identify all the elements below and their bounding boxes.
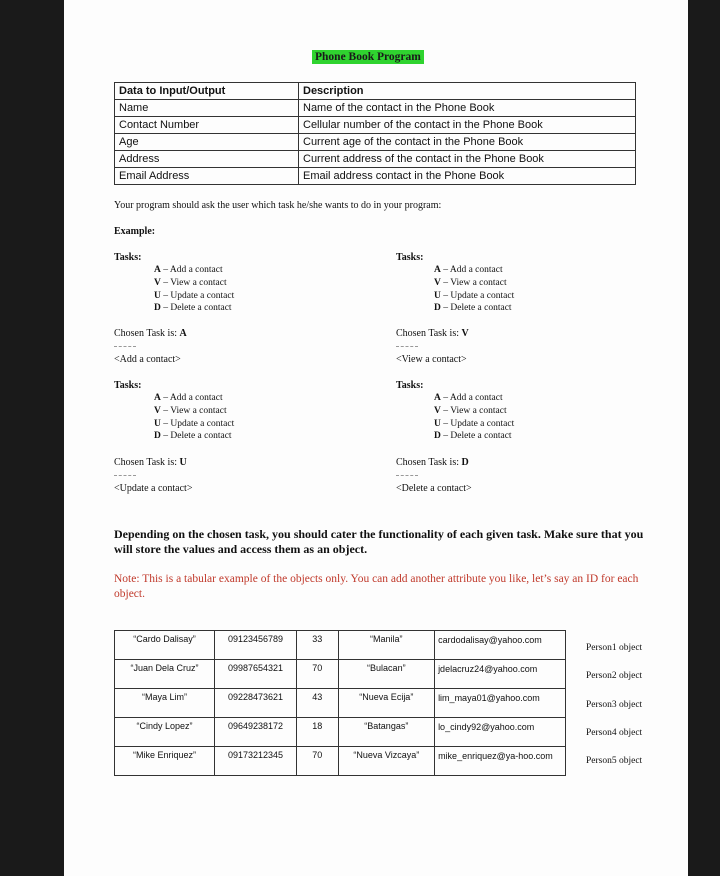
io-header-description: Description xyxy=(299,83,636,100)
object-email-cell: cardodalisay@yahoo.com xyxy=(435,631,566,660)
object-address-cell: “Nueva Vizcaya” xyxy=(338,747,435,776)
chosen-task: Chosen Task is: U xyxy=(114,457,187,468)
list-item: D – Delete a contact xyxy=(434,303,512,314)
intro-text: Your program should ask the user which task he/she wants to do in your program: xyxy=(114,200,442,211)
object-phone-cell: 09649238172 xyxy=(215,718,297,747)
io-data-cell: Age xyxy=(115,134,299,151)
io-header-data: Data to Input/Output xyxy=(115,83,299,100)
object-age-cell: 43 xyxy=(296,689,338,718)
object-phone-cell: 09173212345 xyxy=(215,747,297,776)
object-address-cell: “Bulacan” xyxy=(338,660,435,689)
io-description-cell: Name of the contact in the Phone Book xyxy=(299,100,636,117)
task-result: <View a contact> xyxy=(396,354,467,365)
table-row xyxy=(115,151,636,168)
object-label: Person3 object xyxy=(586,700,643,710)
task-list xyxy=(154,264,234,315)
task-list xyxy=(434,392,514,443)
table-row xyxy=(115,168,636,185)
divider xyxy=(396,475,418,476)
table-row xyxy=(115,100,636,117)
note-paragraph: Note: This is a tabular example of the objects only. You can add another attribute you like, let’s say an ID for each object. xyxy=(114,573,639,600)
object-address-cell: “Manila” xyxy=(338,631,435,660)
list-item: U – Update a contact xyxy=(154,290,235,301)
object-phone-cell: 09123456789 xyxy=(215,631,297,660)
object-address-cell: “Nueva Ecija” xyxy=(338,689,435,718)
example-label: Example: xyxy=(114,226,156,237)
list-item: V – View a contact xyxy=(434,405,507,416)
list-item: A – Add a contact xyxy=(434,393,503,403)
object-phone-cell: 09987654321 xyxy=(215,660,297,689)
io-table xyxy=(114,82,636,185)
io-table-header xyxy=(115,83,636,100)
object-address-cell: “Batangas” xyxy=(338,718,435,747)
document-page xyxy=(64,0,688,876)
table-row xyxy=(115,117,636,134)
object-name-cell: “Mike Enriquez” xyxy=(115,747,215,776)
chosen-task: Chosen Task is: A xyxy=(114,328,187,339)
list-item: V – View a contact xyxy=(434,277,507,288)
task-list xyxy=(434,264,514,315)
list-item: U – Update a contact xyxy=(434,418,515,429)
object-email-cell: jdelacruz24@yahoo.com xyxy=(435,660,566,689)
object-name-cell: “Cindy Lopez” xyxy=(115,718,215,747)
list-item: V – View a contact xyxy=(154,277,227,288)
io-data-cell: Contact Number xyxy=(115,117,299,134)
object-age-cell: 70 xyxy=(296,747,338,776)
tasks-label: Tasks: xyxy=(114,380,142,391)
chosen-task: Chosen Task is: D xyxy=(396,457,469,468)
table-row xyxy=(115,134,636,151)
object-email-cell: lim_maya01@yahoo.com xyxy=(435,689,566,718)
list-item: U – Update a contact xyxy=(434,290,515,301)
table-row xyxy=(115,718,566,747)
object-phone-cell: 09228473621 xyxy=(215,689,297,718)
divider xyxy=(114,346,136,347)
io-description-cell: Current age of the contact in the Phone Book xyxy=(299,134,636,151)
object-age-cell: 33 xyxy=(296,631,338,660)
tasks-label: Tasks: xyxy=(114,252,142,263)
io-data-cell: Address xyxy=(115,151,299,168)
object-label: Person2 object xyxy=(586,671,643,681)
chosen-task: Chosen Task is: V xyxy=(396,328,469,339)
tasks-label: Tasks: xyxy=(396,252,424,263)
list-item: D – Delete a contact xyxy=(434,431,512,442)
task-list xyxy=(154,392,234,443)
list-item: A – Add a contact xyxy=(434,265,503,275)
io-description-cell: Current address of the contact in the Phone Book xyxy=(299,151,636,168)
object-label: Person4 object xyxy=(586,728,643,738)
object-label: Person1 object xyxy=(586,643,643,653)
table-row xyxy=(115,631,566,660)
object-name-cell: “Juan Dela Cruz” xyxy=(115,660,215,689)
list-item: V – View a contact xyxy=(154,405,227,416)
list-item: A – Add a contact xyxy=(154,265,223,275)
divider xyxy=(114,475,136,476)
io-data-cell: Email Address xyxy=(115,168,299,185)
object-name-cell: “Maya Lim” xyxy=(115,689,215,718)
object-label: Person5 object xyxy=(586,756,643,766)
tasks-label: Tasks: xyxy=(396,380,424,391)
divider xyxy=(396,346,418,347)
object-name-cell: “Cardo Dalisay” xyxy=(115,631,215,660)
task-result: <Update a contact> xyxy=(114,483,193,494)
object-email-cell: lo_cindy92@yahoo.com xyxy=(435,718,566,747)
io-description-cell: Email address contact in the Phone Book xyxy=(299,168,636,185)
list-item: A – Add a contact xyxy=(154,393,223,403)
list-item: D – Delete a contact xyxy=(154,303,232,314)
object-age-cell: 70 xyxy=(296,660,338,689)
list-item: U – Update a contact xyxy=(154,418,235,429)
task-result: <Delete a contact> xyxy=(396,483,472,494)
object-email-cell: mike_enriquez@ya-hoo.com xyxy=(435,747,566,776)
table-row xyxy=(115,660,566,689)
objects-table xyxy=(114,630,566,776)
table-row xyxy=(115,747,566,776)
list-item: D – Delete a contact xyxy=(154,431,232,442)
table-row xyxy=(115,689,566,718)
object-age-cell: 18 xyxy=(296,718,338,747)
io-description-cell: Cellular number of the contact in the Phone Book xyxy=(299,117,636,134)
instruction-paragraph: Depending on the chosen task, you should cater the functionality of each given task. Make sure that you will store the values and access them as an object. xyxy=(114,527,644,556)
page-title: Phone Book Program xyxy=(312,50,424,64)
task-result: <Add a contact> xyxy=(114,354,181,365)
io-data-cell: Name xyxy=(115,100,299,117)
